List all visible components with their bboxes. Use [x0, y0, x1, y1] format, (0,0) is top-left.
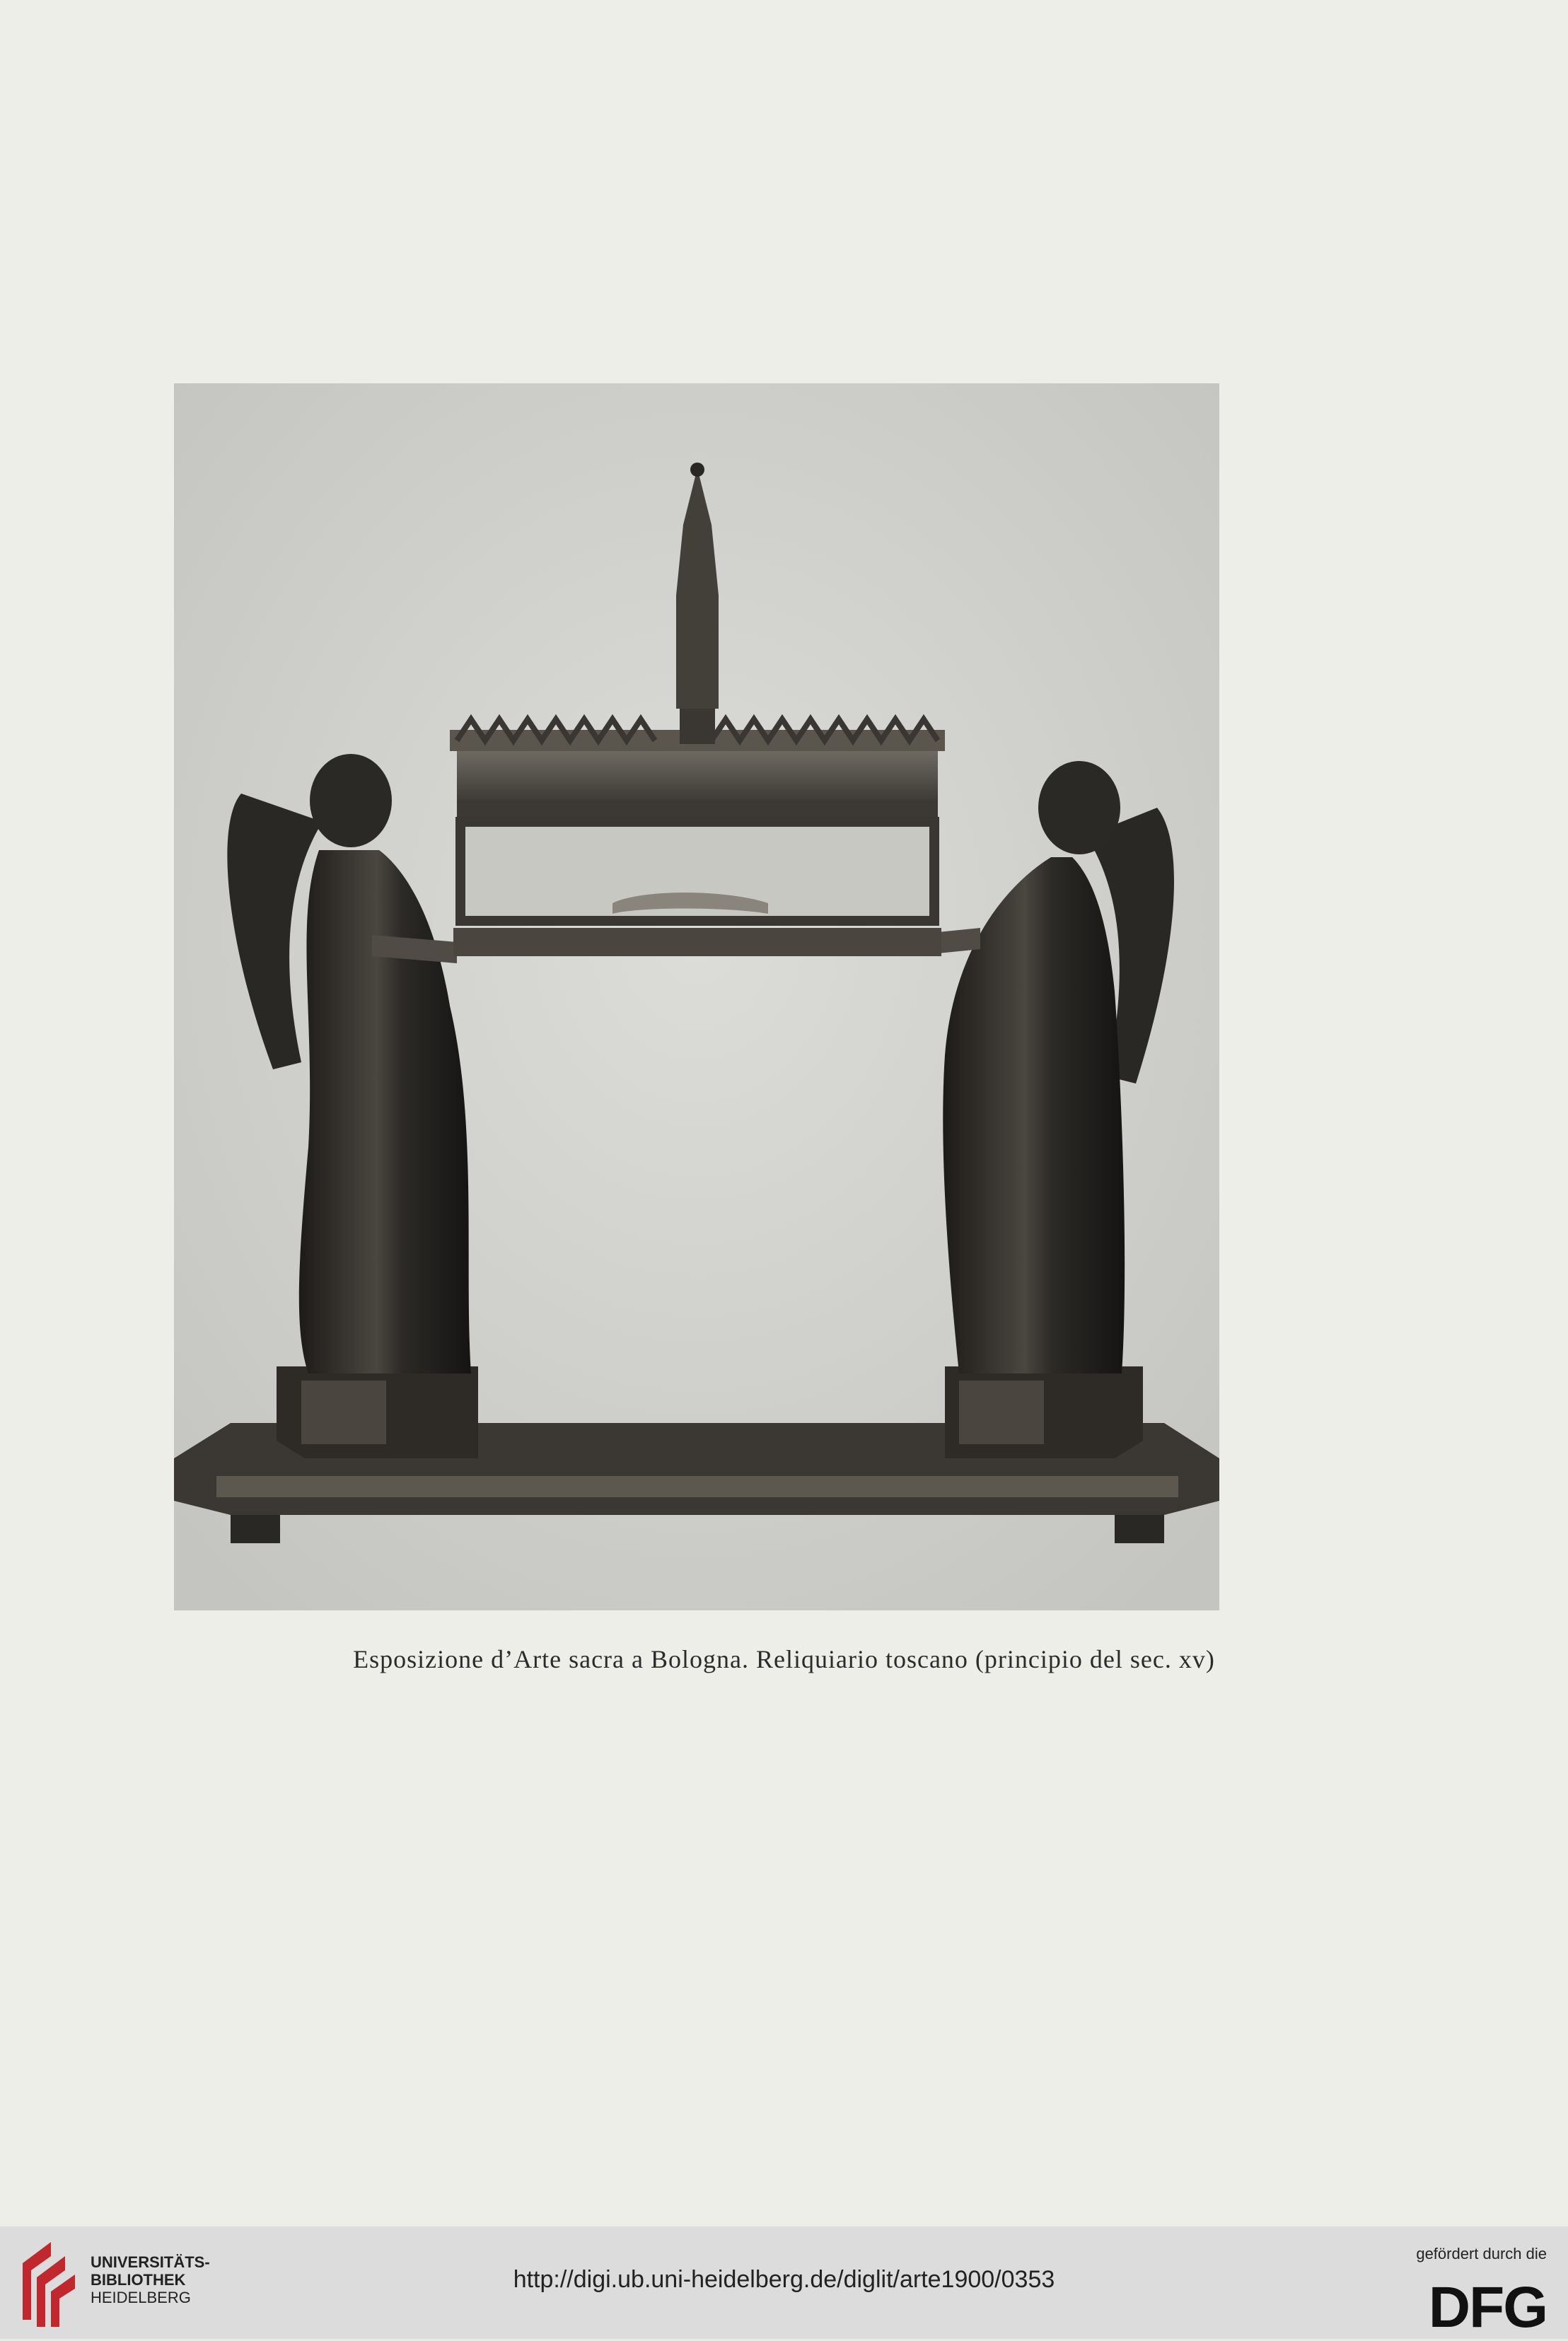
viewer-footer	[0, 2226, 1568, 2339]
reliquary-photo-icon	[174, 383, 1219, 1610]
library-line-3: HEIDELBERG	[91, 2289, 191, 2306]
library-line-1: UNIVERSITÄTS-	[91, 2253, 210, 2271]
dfg-logo[interactable]: DFG	[1428, 2275, 1547, 2340]
library-line-2: BIBLIOTHEK	[91, 2271, 186, 2289]
funding-label: gefördert durch die	[1416, 2245, 1547, 2262]
plate-caption: Esposizione d’Arte sacra a Bologna. Reliquiario toscano (principio del sec. xv)	[353, 1645, 1215, 1673]
photo-plate	[174, 383, 1219, 1610]
permalink-url[interactable]: http://digi.ub.uni-heidelberg.de/diglit/arte1900/0353	[513, 2266, 1055, 2293]
reliquary-case	[450, 719, 945, 956]
